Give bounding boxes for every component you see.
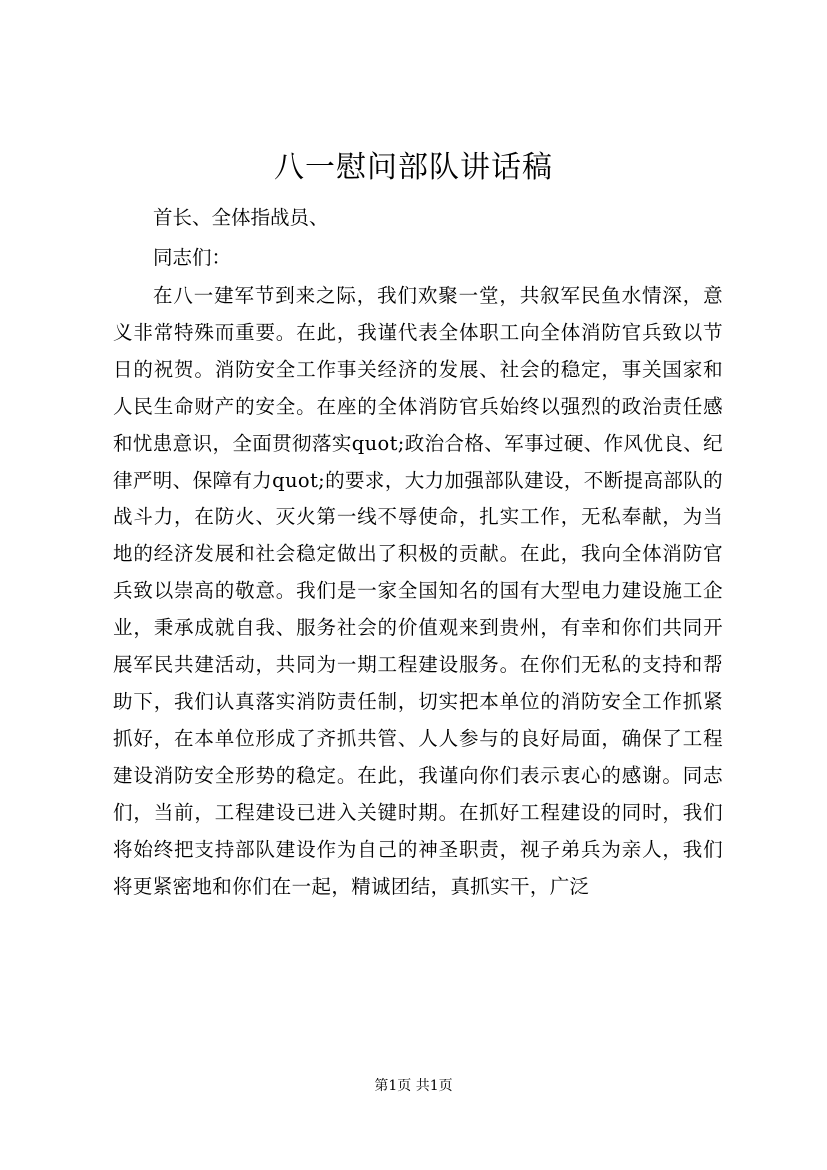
body-paragraph: 在八一建军节到来之际，我们欢聚一堂，共叙军民鱼水情深，意义非常特殊而重要。在此，我谨代表全体职工向全体消防官兵致以节日的祝贺。消防安全工作事关经济的发展、社会的稳定，事关国家和人民生命财产的安全。在座的全体消防官兵始终以强烈的政治责任感和忧患意识，全面贯彻落实quot;政治合格、军事过硬、作风优良、纪律严明、保障有力quot;的要求，大力加强部队建设，不断提高部队的战斗力，在防火、灭火第一线不辱使命，扎实工作，无私奉献，为当地的经济发展和社会稳定做出了积极的贡献。在此，我向全体消防官兵致以崇高的敬意。我们是一家全国知名的国有大型电力建设施工企业，秉承成就自我、服务社会的价值观来到贵州，有幸和你们共同开展军民共建活动，共同为一期工程建设服务。在你们无私的支持和帮助下，我们认真落实消防责任制，切实把本单位的消防安全工作抓紧抓好，在本单位形成了齐抓共管、人人参与的良好局面，确保了工程建设消防安全形势的稳定。在此，我谨向你们表示衷心的感谢。同志们，当前，工程建设已进入关键时期。在抓好工程建设的同时，我们将始终把支持部队建设作为自己的神圣职责，视子弟兵为亲人，我们将更紧密地和你们在一起，精诚团结，真抓实干，广泛 — [113, 284, 723, 898]
greeting-line: 同志们： — [153, 246, 232, 269]
salutation-line: 首长、全体指战员、 — [153, 206, 329, 229]
document-title: 八一慰问部队讲话稿 — [274, 150, 553, 185]
page-number-footer: 第1页 共1页 — [374, 1078, 453, 1094]
